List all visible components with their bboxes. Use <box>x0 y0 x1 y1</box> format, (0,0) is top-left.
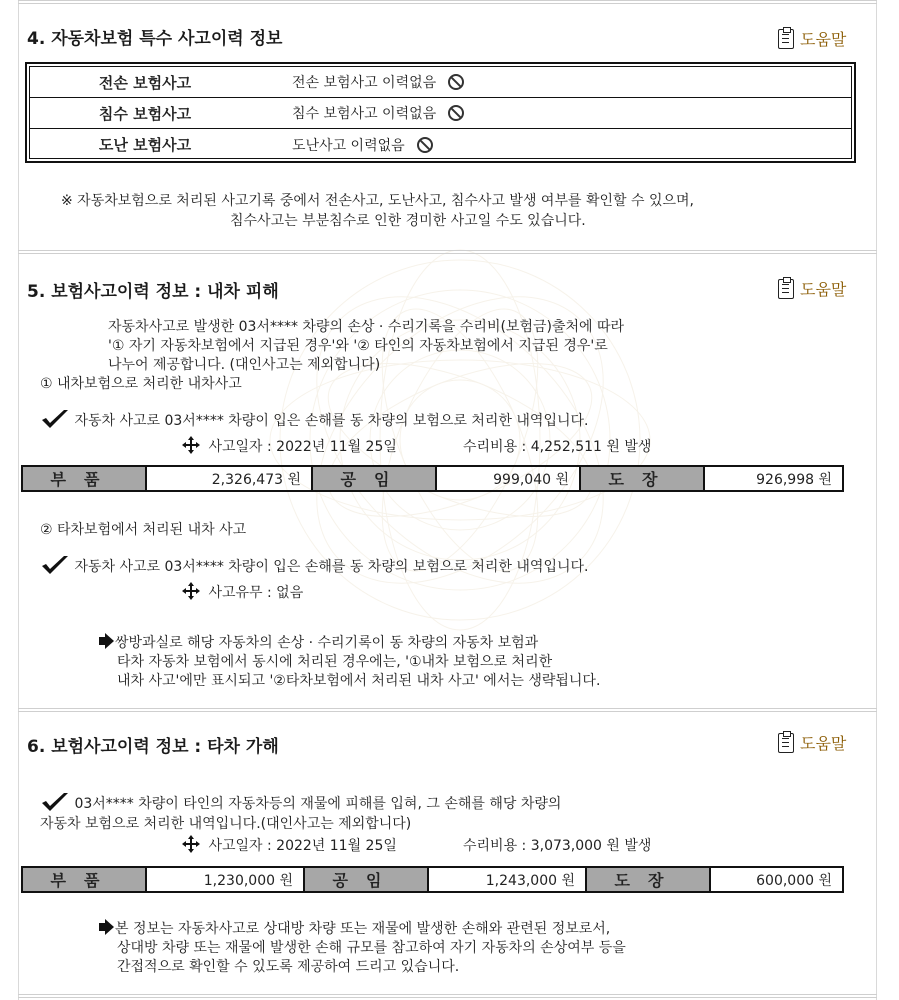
help-label: 도움말 <box>800 280 847 299</box>
section6-cost-table <box>21 866 844 893</box>
parts-value: 1,230,000 원 <box>147 868 305 891</box>
section5-intro-line1: 자동차사고로 발생한 03서**** 차량의 손상 · 수리기록을 수리비(보험금)출처에 따라 <box>108 319 625 335</box>
section6-title: 6. 보험사고이력 정보 : 타차 가해 <box>27 737 279 757</box>
labor-header: 공임 <box>313 467 437 490</box>
theft-value: 도난사고 이력없음 <box>292 135 433 155</box>
sub1-date-row <box>182 436 397 456</box>
sub2-result-row <box>182 582 303 602</box>
four-arrow-icon <box>182 436 200 454</box>
paint-value: 600,000 원 <box>756 872 832 889</box>
table-row <box>30 98 851 129</box>
table-row <box>30 67 851 98</box>
none-icon <box>448 105 464 121</box>
sub1-date: 사고일자 : 2022년 11월 25일 <box>208 439 397 455</box>
theft-label: 도난 보험사고 <box>98 136 192 154</box>
special-accident-table <box>25 62 856 163</box>
section6-desc-line1: 03서**** 차량이 타인의 자동차등의 재물에 피해를 입혀, 그 손해를 해당 차량의 <box>74 796 562 812</box>
sub2-result: 사고유무 : 없음 <box>208 585 304 601</box>
clipboard-icon <box>778 279 794 299</box>
section-separator <box>18 250 877 254</box>
parts-header: 부품 <box>23 467 147 490</box>
checkmark-icon <box>40 408 70 430</box>
paint-value: 926,998 원 <box>756 471 832 488</box>
sub2-note-line2: 타차 자동차 보험에서 동시에 처리된 경우에는, '①내차 보험으로 처리한 <box>117 654 553 670</box>
sub1-desc: 자동차 사고로 03서**** 차량이 입은 손해를 동 차량의 보험으로 처리한 내역입니다. <box>74 413 589 429</box>
parts-header: 부품 <box>23 868 147 891</box>
sub2-title: ② 타차보험에서 처리된 내차 사고 <box>40 522 247 538</box>
section-separator <box>18 708 877 712</box>
labor-header: 공임 <box>305 868 429 891</box>
section6-desc-line1-row <box>40 791 561 813</box>
arrow-right-icon <box>99 633 115 649</box>
four-arrow-icon <box>182 835 200 853</box>
section6-note-line1-row <box>99 918 610 938</box>
section6-cost: 수리비용 : 3,073,000 원 발생 <box>463 838 652 854</box>
section6-note-line3: 간접적으로 확인할 수 있도록 제공하여 드리고 있습니다. <box>117 959 460 975</box>
section6-help-button[interactable] <box>778 731 846 754</box>
bottom-separator <box>18 994 877 998</box>
section6-note-line1: 본 정보는 자동차사고로 상대방 차량 또는 재물에 발생한 손해와 관련된 정보로서, <box>115 921 611 937</box>
clipboard-icon <box>778 733 794 753</box>
section5-help-button[interactable] <box>778 277 846 300</box>
labor-value: 1,243,000 원 <box>429 868 587 891</box>
flood-label: 침수 보험사고 <box>98 104 192 123</box>
section5-intro-line2: '① 자기 자동차보험에서 지급된 경우'와 '② 타인의 자동차보험에서 지급된 경우'로 <box>108 338 608 354</box>
arrow-right-icon <box>99 919 115 935</box>
sub2-note-line3: 내차 사고'에만 표시되고 '②타차보험에서 처리된 내차 사고' 에서는 생략됩니다. <box>117 673 601 689</box>
sub2-note-line1: 쌍방과실로 해당 자동차의 손상 · 수리기록이 동 차량의 자동차 보험과 <box>115 635 539 651</box>
section4-note-line2: 침수사고는 부분침수로 인한 경미한 사고일 수도 있습니다. <box>230 213 586 229</box>
section4-title: 4. 자동차보험 특수 사고이력 정보 <box>27 29 283 49</box>
section6-note-line2: 상대방 차량 또는 재물에 발생한 손해 규모를 참고하여 자기 자동차의 손상여부 등을 <box>117 940 626 956</box>
flood-value: 침수 보험사고 이력없음 <box>292 103 464 123</box>
four-arrow-icon <box>182 582 200 600</box>
clipboard-icon <box>778 29 794 49</box>
section5-intro-line3: 나누어 제공합니다. (대인사고는 제외합니다) <box>108 357 381 373</box>
paint-header: 도장 <box>581 467 705 490</box>
section5-title: 5. 보험사고이력 정보 : 내차 피해 <box>27 282 279 302</box>
section6-date: 사고일자 : 2022년 11월 25일 <box>208 838 397 854</box>
section4-note-line1: ※ 자동차보험으로 처리된 사고기록 중에서 전손사고, 도난사고, 침수사고 발생 여부를 확인할 수 있으며, <box>61 193 694 209</box>
sub1-cost-table <box>21 465 844 492</box>
sub2-note-line1-row <box>99 632 538 652</box>
table-row <box>30 129 851 160</box>
help-label: 도움말 <box>800 30 847 49</box>
none-icon <box>417 137 433 153</box>
top-separator <box>18 0 877 4</box>
section4-help-button[interactable] <box>778 27 846 50</box>
labor-value: 999,040 원 <box>437 467 581 490</box>
total-loss-value: 전손 보험사고 이력없음 <box>292 72 464 92</box>
sub1-title: ① 내차보험으로 처리한 내차사고 <box>40 376 242 392</box>
none-icon <box>448 74 464 90</box>
section6-date-row <box>182 835 397 855</box>
checkmark-icon <box>40 791 70 813</box>
sub1-desc-row <box>40 408 588 430</box>
total-loss-label: 전손 보험사고 <box>98 73 192 92</box>
sub2-desc-row <box>40 554 588 576</box>
parts-value: 2,326,473 원 <box>147 467 313 490</box>
checkmark-icon <box>40 554 70 576</box>
sub1-cost: 수리비용 : 4,252,511 원 발생 <box>463 439 652 455</box>
help-label: 도움말 <box>800 734 847 753</box>
section6-desc-line2: 자동차 보험으로 처리한 내역입니다.(대인사고는 제외합니다) <box>40 816 412 832</box>
page-left-rule <box>18 0 19 1000</box>
paint-header: 도장 <box>587 868 711 891</box>
page-right-rule <box>876 0 877 1000</box>
sub2-desc: 자동차 사고로 03서**** 차량이 입은 손해를 동 차량의 보험으로 처리한 내역입니다. <box>74 559 589 575</box>
